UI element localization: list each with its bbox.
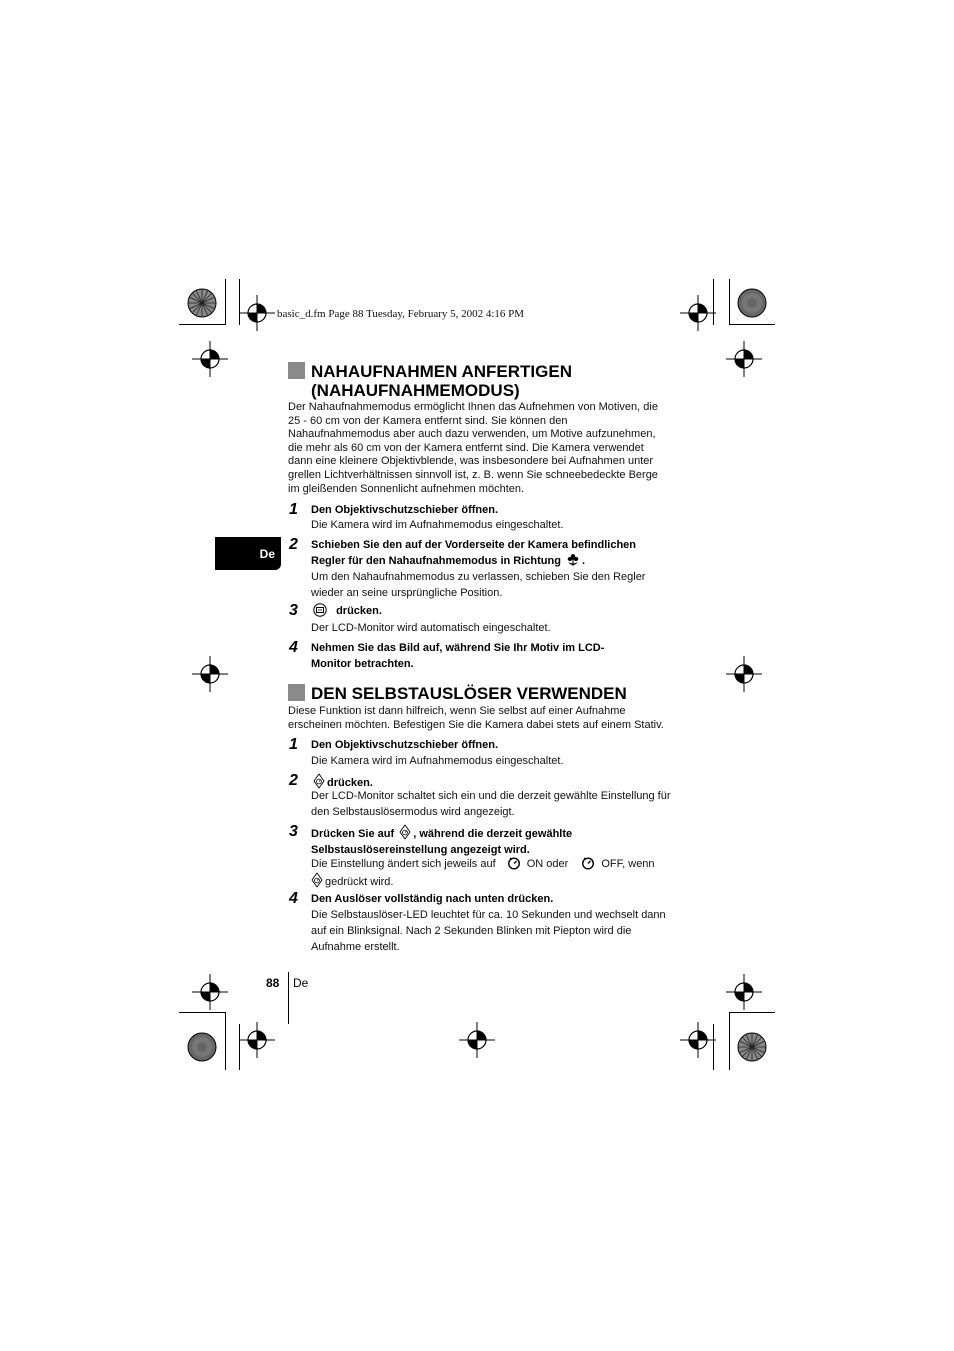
step-body bbox=[311, 856, 671, 890]
print-density-disc-icon bbox=[187, 1032, 217, 1062]
step-heading: Den Objektivschutzschieber öffnen. bbox=[311, 504, 499, 516]
self-timer-button-icon bbox=[399, 824, 411, 840]
step-number: 2 bbox=[289, 536, 298, 553]
section-intro: Diese Funktion ist dann hilfreich, wenn Sie selbst auf einer Aufnahme erscheinen möchten. Befestigen Sie die Kamera dabei stets auf einem Stativ. bbox=[288, 705, 664, 731]
step-body-text: ON oder bbox=[526, 858, 569, 870]
registration-mark-icon bbox=[726, 974, 762, 1010]
step-body: Der LCD-Monitor schaltet sich ein und die derzeit gewählte Einstellung für den Selbstauslösermodus wird angezeigt. bbox=[311, 790, 671, 818]
registration-mark-icon bbox=[680, 295, 716, 331]
section-title-text: DEN SELBSTAUSLÖSER VERWENDEN bbox=[311, 684, 627, 703]
section-intro: Der Nahaufnahmemodus ermöglicht Ihnen das Aufnehmen von Motiven, die 25 - 60 cm von der Kamera entfernt sind. Sie können den Nahaufnahmemodus aber auch dazu verwenden, um Motive aufzunehmen, die mehr als 60 cm von der Kamera entfernt sind. Die Kamera verwendet dann eine kleinere Objektivblende, was insbesondere bei Aufnahmen unter grellen Lichtverhältnissen sinnvoll ist, z. B. wenn Sie schneebedeckte Berge im gleißenden Sonnenlicht aufnehmen möchten. bbox=[288, 401, 658, 495]
step-heading-text: drücken. bbox=[327, 777, 373, 789]
language-tab-label: De bbox=[259, 546, 275, 561]
section-marker-icon bbox=[288, 362, 305, 379]
step-body: Die Selbstauslöser-LED leuchtet für ca. 10 Sekunden und wechselt dann auf ein Blinksignal. Nach 2 Sekunden Blinken mit Piepton wird die Aufnahme erstellt. bbox=[311, 909, 666, 953]
print-star-target-icon bbox=[737, 1032, 767, 1062]
display-button-icon bbox=[313, 603, 327, 617]
print-density-disc-icon bbox=[737, 288, 767, 318]
registration-mark-icon bbox=[239, 295, 275, 331]
registration-mark-icon bbox=[192, 341, 228, 377]
step-number: 3 bbox=[289, 823, 298, 840]
step-heading bbox=[311, 603, 671, 619]
step-body-text: OFF, wenn bbox=[601, 858, 655, 870]
step-number: 4 bbox=[289, 890, 298, 907]
step-heading-text: Drücken Sie auf bbox=[311, 828, 395, 840]
section-title-line1: NAHAUFNAHMEN ANFERTIGEN bbox=[311, 362, 572, 381]
macro-flower-icon bbox=[566, 553, 580, 567]
section-title-line2: (NAHAUFNAHMEMODUS) bbox=[311, 381, 520, 400]
page-language: De bbox=[293, 976, 309, 990]
step-body: Die Kamera wird im Aufnahmemodus eingeschaltet. bbox=[311, 519, 564, 531]
step-heading: Nehmen Sie das Bild auf, während Sie Ihr Motiv im LCD-Monitor betrachten. bbox=[311, 642, 605, 670]
registration-mark-icon bbox=[726, 656, 762, 692]
self-timer-icon bbox=[581, 856, 595, 870]
step-body: Der LCD-Monitor wird automatisch eingeschaltet. bbox=[311, 622, 551, 634]
section-marker-icon bbox=[288, 684, 305, 701]
step-body-text: gedrückt wird. bbox=[325, 876, 394, 888]
registration-mark-icon bbox=[459, 1022, 495, 1058]
language-tab bbox=[215, 537, 281, 570]
step-heading: Den Objektivschutzschieber öffnen. bbox=[311, 739, 499, 751]
step-heading bbox=[311, 824, 671, 858]
section-title-self-timer bbox=[288, 684, 678, 703]
step-heading-text-end: , während die derzeit gewählte Selbstauslösereinstellung angezeigt wird. bbox=[311, 828, 573, 856]
self-timer-icon bbox=[507, 856, 521, 870]
step-heading-text: drücken. bbox=[336, 605, 382, 617]
registration-mark-icon bbox=[192, 974, 228, 1010]
step-number: 1 bbox=[289, 736, 298, 753]
registration-mark-icon bbox=[192, 656, 228, 692]
step-heading-end: . bbox=[582, 555, 586, 567]
file-info-header: basic_d.fm Page 88 Tuesday, February 5, 2002 4:16 PM bbox=[277, 308, 525, 320]
step-number: 4 bbox=[289, 639, 298, 656]
page-number: 88 bbox=[266, 976, 280, 990]
section-title-macro bbox=[288, 362, 678, 400]
registration-mark-icon bbox=[239, 1022, 275, 1058]
self-timer-button-icon bbox=[311, 872, 323, 888]
step-number: 3 bbox=[289, 602, 298, 619]
registration-mark-icon bbox=[726, 341, 762, 377]
step-number: 2 bbox=[289, 772, 298, 789]
self-timer-button-icon bbox=[313, 773, 325, 789]
step-heading bbox=[311, 537, 671, 569]
print-star-target-icon bbox=[187, 288, 217, 318]
step-heading: Den Auslöser vollständig nach unten drücken. bbox=[311, 893, 554, 905]
registration-mark-icon bbox=[680, 1022, 716, 1058]
step-number: 1 bbox=[289, 501, 298, 518]
step-body: Die Kamera wird im Aufnahmemodus eingeschaltet. bbox=[311, 755, 564, 767]
step-heading-text: Schieben Sie den auf der Vorderseite der Kamera befindlichen Regler für den Nahaufnahmemodus in Richtung bbox=[311, 539, 637, 567]
step-body-text: Die Einstellung ändert sich jeweils auf bbox=[311, 858, 496, 870]
step-body: Um den Nahaufnahmemodus zu verlassen, schieben Sie den Regler wieder an seine ursprüngliche Position. bbox=[311, 571, 646, 599]
